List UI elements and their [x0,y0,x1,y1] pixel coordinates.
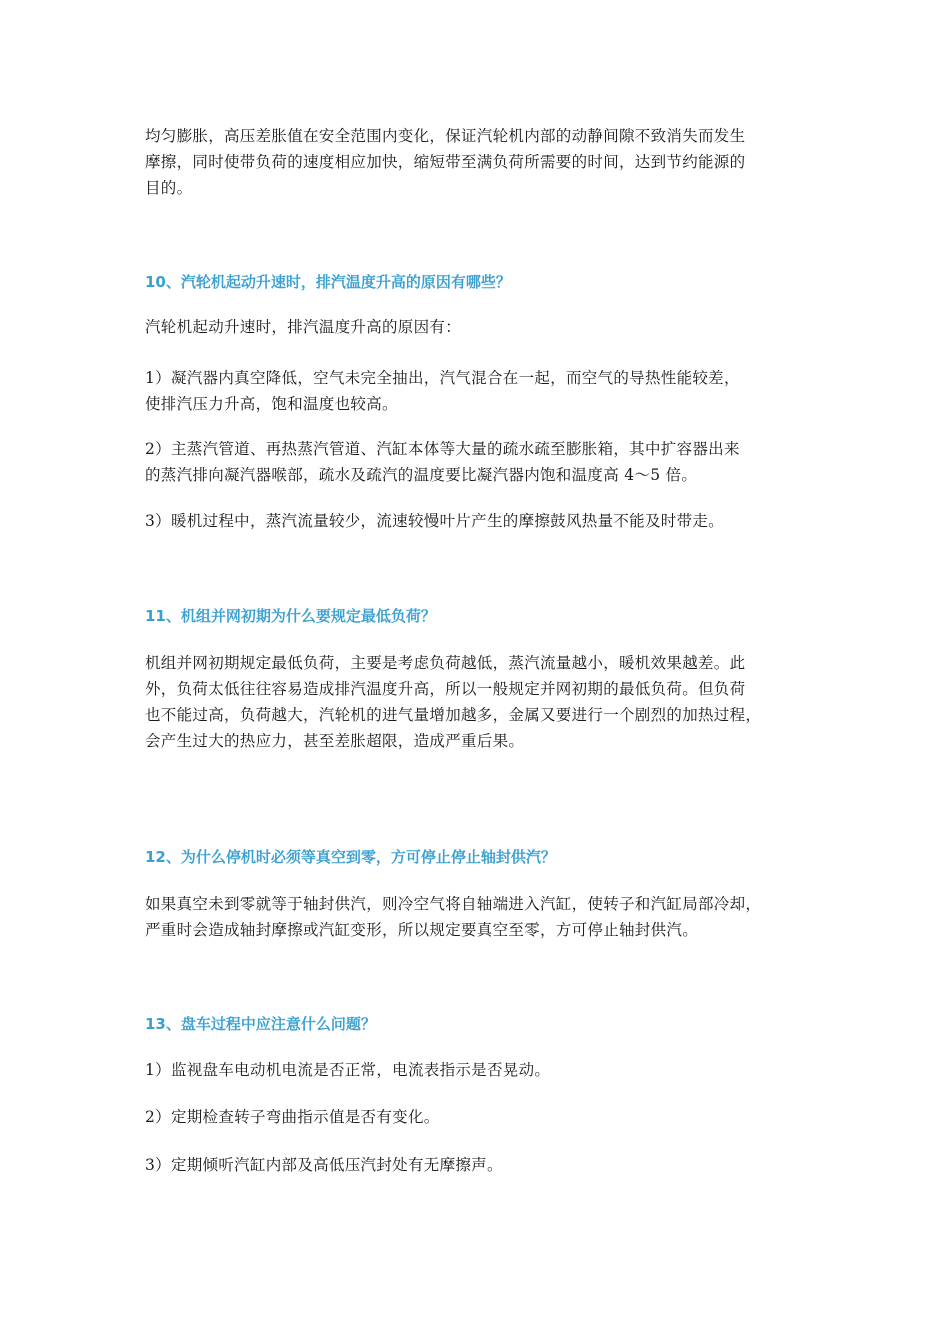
q13-item-2 [145,1104,815,1130]
q10-intro [145,314,815,340]
q11-paragraph [145,650,815,754]
text-line: 摩擦，同时使带负荷的速度相应加快，缩短带至满负荷所需要的时间，达到节约能源的 [145,153,746,171]
text-line: 汽轮机起动升速时，排汽温度升高的原因有： [145,318,462,336]
section-heading-q13: 13、盘车过程中应注意什么问题？ [145,1015,376,1033]
q13-item-3 [145,1152,815,1178]
text-line: 使排汽压力升高，饱和温度也较高。 [145,395,398,413]
section-heading-q10: 10、汽轮机起动升速时，排汽温度升高的原因有哪些？ [145,273,511,291]
text-line: 也不能过高，负荷越大，汽轮机的进气量增加越多，金属又要进行一个剧烈的加热过程， [145,706,762,724]
text-line: 机组并网初期规定最低负荷，主要是考虑负荷越低，蒸汽流量越小，暖机效果越差。此 [145,654,746,672]
q13-item-1 [145,1057,815,1083]
text-line: 1）凝汽器内真空降低，空气未完全抽出，汽气混合在一起，而空气的导热性能较差， [145,369,740,387]
q10-item-3 [145,508,815,534]
text-line: 1）监视盘车电动机电流是否正常，电流表指示是否晃动。 [145,1061,551,1079]
text-line: 3）暖机过程中，蒸汽流量较少，流速较慢叶片产生的摩擦鼓风热量不能及时带走。 [145,512,724,530]
intro-paragraph [145,123,815,201]
section-heading-q12: 12、为什么停机时必须等真空到零，方可停止停止轴封供汽？ [145,848,556,866]
text-line: 2）主蒸汽管道、再热蒸汽管道、汽缸本体等大量的疏水疏至膨胀箱，其中扩容器出来 [145,440,740,458]
text-line: 3）定期倾听汽缸内部及高低压汽封处有无摩擦声。 [145,1156,503,1174]
text-line: 目的。 [145,179,193,197]
text-line: 外，负荷太低往往容易造成排汽温度升高，所以一般规定并网初期的最低负荷。但负荷 [145,680,746,698]
text-line: 如果真空未到零就等于轴封供汽，则冷空气将自轴端进入汽缸，使转子和汽缸局部冷却， [145,895,762,913]
q12-paragraph [145,891,815,943]
text-line: 会产生过大的热应力，甚至差胀超限，造成严重后果。 [145,732,525,750]
text-line: 的蒸汽排向凝汽器喉部，疏水及疏汽的温度要比凝汽器内饱和温度高 4～5 倍。 [145,466,698,484]
text-line: 2）定期检查转子弯曲指示值是否有变化。 [145,1108,440,1126]
text-line: 均匀膨胀，高压差胀值在安全范围内变化，保证汽轮机内部的动静间隙不致消失而发生 [145,127,746,145]
section-heading-q11: 11、机组并网初期为什么要规定最低负荷？ [145,607,436,625]
q10-item-2 [145,436,815,488]
q10-item-1 [145,365,815,417]
text-line: 严重时会造成轴封摩擦或汽缸变形，所以规定要真空至零，方可停止轴封供汽。 [145,921,699,939]
